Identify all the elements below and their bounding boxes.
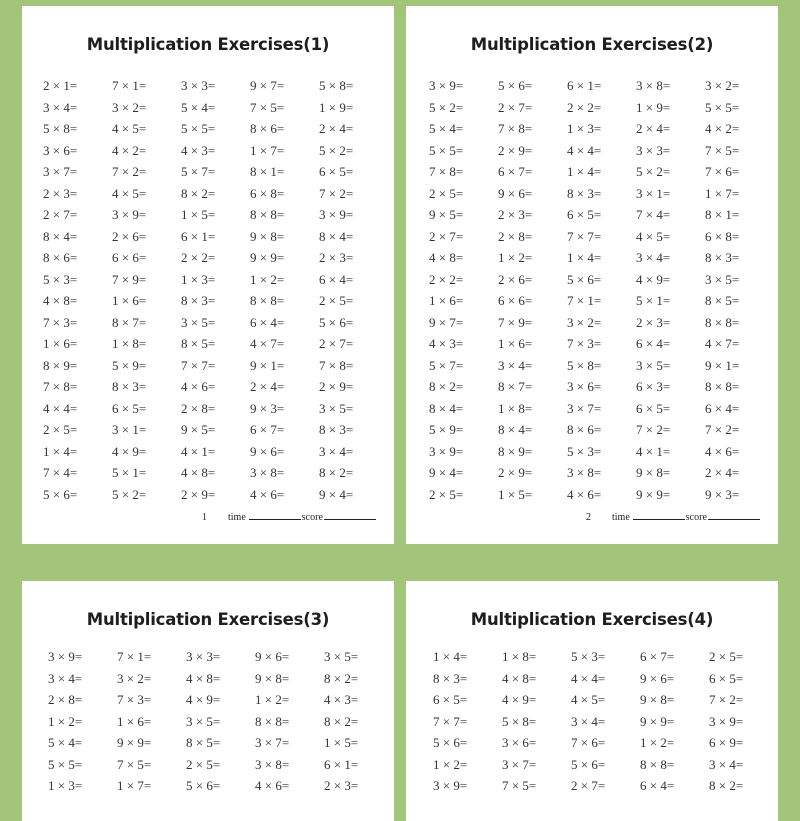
exercise-problem: 9 × 9= [640,713,675,729]
exercise-problem: 2 × 9= [498,142,533,158]
exercise-problem: 5 × 2= [112,486,147,502]
exercise-problem: 3 × 5= [319,400,354,416]
exercise-problem: 8 × 6= [250,121,285,136]
exercise-problem: 8 × 1= [250,164,285,179]
exercise-problem: 6 × 4= [319,271,354,287]
exercise-problem: 1 × 6= [117,713,152,729]
score-label: score [301,512,323,523]
worksheet-title: Multiplication Exercises(3) [86,610,330,629]
exercise-problem: 6 × 7= [498,164,533,179]
exercise-problem: 7 × 8= [429,164,464,179]
exercise-problem: 3 × 9= [709,713,744,729]
exercise-problem: 8 × 3= [433,670,468,686]
time-blank [249,509,301,520]
exercise-problem: 2 × 9= [181,486,216,502]
exercise-problem: 5 × 6= [498,78,533,93]
exercise-problem: 7 × 2= [636,422,671,437]
exercise-problem: 9 × 6= [498,185,533,201]
exercise-problem: 6 × 5= [319,164,354,179]
exercise-problem: 9 × 3= [250,400,285,416]
exercise-problem: 4 × 6= [255,778,290,793]
exercise-problem: 2 × 6= [498,271,533,287]
exercise-problem: 7 × 5= [502,778,537,793]
exercise-problem: 9 × 6= [250,443,285,459]
worksheet-title: Multiplication Exercises(2) [470,35,714,54]
exercise-problem: 6 × 1= [567,78,602,93]
exercise-problem: 9 × 6= [640,670,675,686]
exercise-problem: 7 × 6= [705,164,740,179]
exercise-problem: 9 × 1= [250,357,285,373]
exercise-problem: 2 × 7= [498,99,533,115]
exercise-problem: 1 × 8= [498,400,533,416]
exercise-problem: 5 × 2= [429,99,464,115]
exercise-problem: 8 × 9= [498,443,533,459]
exercise-problem: 1 × 4= [567,250,602,265]
exercise-problem: 4 × 2= [705,121,740,136]
score-label: score [685,512,707,523]
exercise-problem: 9 × 5= [181,422,216,437]
exercise-problem: 8 × 1= [705,207,740,222]
exercise-problem: 1 × 2= [48,713,83,729]
exercise-problem: 4 × 6= [181,379,216,394]
exercise-problem: 8 × 3= [112,379,147,394]
exercise-problem: 7 × 7= [567,228,602,244]
exercise-problem: 7 × 1= [117,649,152,664]
exercise-problem: 3 × 2= [567,314,602,330]
exercise-problem: 9 × 9= [117,735,152,750]
exercise-problem: 3 × 4= [498,357,533,373]
exercise-problem: 4 × 4= [43,400,78,416]
exercise-problem: 4 × 9= [186,692,221,707]
exercise-problem: 3 × 8= [567,465,602,480]
exercise-problem: 2 × 1= [43,78,78,93]
exercise-problem: 8 × 2= [319,465,354,480]
exercise-problem: 2 × 2= [429,271,464,287]
exercise-problem: 5 × 6= [43,486,78,502]
exercise-problem: 8 × 5= [186,735,221,750]
exercise-problem: 2 × 7= [429,228,464,244]
worksheet-footer [202,509,376,523]
time-blank [633,509,685,520]
exercise-problem: 1 × 6= [498,336,533,351]
exercise-problem: 6 × 1= [324,756,359,772]
exercise-problem: 4 × 5= [636,228,671,244]
worksheet-1 [22,6,394,544]
exercise-problem: 4 × 3= [324,692,359,707]
exercise-problem: 1 × 5= [181,207,216,222]
exercise-problem: 3 × 5= [186,713,221,729]
exercise-problem: 6 × 9= [709,735,744,750]
exercise-problem: 2 × 3= [498,207,533,222]
exercise-problem: 4 × 8= [429,250,464,265]
exercise-problem: 3 × 9= [429,443,464,459]
page-number: 1 [202,512,207,523]
exercise-problem: 8 × 8= [705,379,740,394]
exercise-problem: 7 × 3= [567,336,602,351]
exercise-problem: 2 × 4= [705,465,740,480]
exercise-problem: 1 × 5= [498,486,533,502]
exercise-problem: 8 × 4= [43,228,78,244]
exercise-problem: 2 × 9= [498,465,533,480]
exercise-problem: 2 × 5= [709,649,744,664]
exercise-problem: 8 × 2= [429,379,464,394]
worksheet-2 [406,6,778,544]
exercise-problem: 4 × 6= [567,486,602,502]
exercise-problem: 8 × 6= [43,250,78,265]
exercise-problem: 4 × 9= [112,443,147,459]
exercise-problem: 5 × 9= [429,422,464,437]
exercise-problem: 7 × 5= [250,99,285,115]
exercise-problem: 4 × 9= [502,692,537,707]
exercise-problem: 1 × 4= [433,649,468,664]
exercise-problem: 6 × 5= [112,400,147,416]
exercise-problem: 7 × 7= [433,713,468,729]
exercise-problem: 1 × 9= [636,99,671,115]
exercise-problem: 8 × 8= [250,293,285,308]
exercise-problem: 2 × 7= [571,778,606,793]
exercise-grid [429,75,774,505]
exercise-problem: 1 × 9= [319,99,354,115]
exercise-problem: 1 × 2= [250,271,285,287]
exercise-problem: 3 × 7= [567,400,602,416]
exercise-problem: 5 × 4= [429,121,464,136]
exercise-problem: 2 × 5= [429,486,464,502]
exercise-problem: 1 × 2= [433,756,468,772]
exercise-problem: 8 × 7= [498,379,533,394]
exercise-problem: 6 × 6= [498,293,533,308]
exercise-problem: 7 × 8= [43,379,78,394]
exercise-problem: 8 × 3= [319,422,354,437]
exercise-problem: 6 × 4= [250,314,285,330]
exercise-problem: 8 × 8= [705,314,740,330]
exercise-problem: 7 × 8= [498,121,533,136]
exercise-problem: 3 × 5= [324,649,359,664]
exercise-problem: 1 × 3= [48,778,83,793]
exercise-problem: 5 × 5= [429,142,464,158]
exercise-problem: 4 × 7= [250,336,285,351]
exercise-problem: 3 × 7= [255,735,290,750]
exercise-problem: 7 × 9= [112,271,147,287]
exercise-problem: 9 × 9= [250,250,285,265]
exercise-problem: 7 × 4= [636,207,671,222]
exercise-problem: 9 × 3= [705,486,740,502]
exercise-problem: 6 × 5= [709,670,744,686]
exercise-problem: 4 × 4= [571,670,606,686]
worksheet-title: Multiplication Exercises(1) [86,35,330,54]
exercise-problem: 5 × 8= [502,713,537,729]
exercise-problem: 8 × 8= [250,207,285,222]
exercise-problem: 6 × 3= [636,379,671,394]
exercise-problem: 7 × 1= [567,293,602,308]
exercise-problem: 3 × 6= [502,735,537,750]
exercise-problem: 8 × 2= [181,185,216,201]
exercise-problem: 1 × 2= [498,250,533,265]
exercise-problem: 4 × 5= [112,121,147,136]
exercise-problem: 5 × 6= [319,314,354,330]
exercise-problem: 5 × 1= [636,293,671,308]
exercise-problem: 3 × 5= [705,271,740,287]
exercise-problem: 6 × 7= [640,649,675,664]
exercise-problem: 2 × 5= [429,185,464,201]
exercise-problem: 1 × 5= [324,735,359,750]
exercise-problem: 1 × 3= [181,271,216,287]
exercise-problem: 5 × 2= [636,164,671,179]
exercise-problem: 8 × 8= [640,756,675,772]
exercise-problem: 9 × 7= [250,78,285,93]
exercise-problem: 4 × 9= [636,271,671,287]
exercise-problem: 3 × 4= [709,756,744,772]
exercise-problem: 6 × 4= [705,400,740,416]
exercise-problem: 1 × 7= [705,185,740,201]
exercise-problem: 2 × 8= [498,228,533,244]
exercise-problem: 9 × 8= [255,670,290,686]
exercise-problem: 3 × 9= [319,207,354,222]
exercise-problem: 8 × 2= [709,778,744,793]
exercise-problem: 4 × 8= [186,670,221,686]
worksheet-4 [406,581,778,821]
exercise-problem: 6 × 7= [250,422,285,437]
exercise-problem: 8 × 4= [319,228,354,244]
exercise-problem: 3 × 1= [112,422,147,437]
exercise-problem: 2 × 7= [43,207,78,222]
exercise-problem: 1 × 7= [117,778,152,793]
exercise-problem: 3 × 9= [433,778,468,793]
exercise-problem: 4 × 2= [112,142,147,158]
exercise-problem: 4 × 3= [181,142,216,158]
exercise-problem: 6 × 6= [112,250,147,265]
exercise-problem: 4 × 1= [636,443,671,459]
exercise-problem: 3 × 4= [319,443,354,459]
exercise-problem: 2 × 6= [112,228,147,244]
exercise-problem: 4 × 7= [705,336,740,351]
exercise-problem: 3 × 4= [43,99,78,115]
exercise-problem: 8 × 4= [498,422,533,437]
exercise-problem: 7 × 2= [112,164,147,179]
exercise-problem: 8 × 6= [567,422,602,437]
exercise-problem: 3 × 8= [255,756,290,772]
exercise-problem: 5 × 8= [567,357,602,373]
exercise-problem: 9 × 4= [319,486,354,502]
exercise-problem: 2 × 2= [181,250,216,265]
exercise-problem: 4 × 8= [502,670,537,686]
exercise-problem: 5 × 2= [319,142,354,158]
exercise-problem: 2 × 3= [43,185,78,201]
exercise-problem: 6 × 8= [250,185,285,201]
exercise-problem: 1 × 6= [429,293,464,308]
exercise-problem: 9 × 7= [429,314,464,330]
exercise-problem: 5 × 5= [181,121,216,136]
exercise-problem: 8 × 3= [181,293,216,308]
exercise-problem: 7 × 3= [117,692,152,707]
exercise-problem: 7 × 5= [117,756,152,772]
exercise-problem: 2 × 8= [181,400,216,416]
exercise-problem: 1 × 2= [255,692,290,707]
exercise-problem: 6 × 5= [636,400,671,416]
score-blank [324,509,376,520]
exercise-problem: 8 × 2= [324,670,359,686]
exercise-problem: 5 × 4= [181,99,216,115]
exercise-problem: 3 × 2= [705,78,740,93]
exercise-problem: 3 × 4= [48,670,83,686]
exercise-problem: 2 × 4= [250,379,285,394]
exercise-problem: 7 × 2= [709,692,744,707]
exercise-problem: 3 × 8= [250,465,285,480]
exercise-problem: 8 × 3= [705,250,740,265]
exercise-problem: 7 × 6= [571,735,606,750]
exercise-grid [48,646,393,797]
exercise-problem: 8 × 5= [705,293,740,308]
exercise-problem: 3 × 9= [429,78,464,93]
exercise-problem: 5 × 6= [567,271,602,287]
exercise-problem: 3 × 2= [117,670,152,686]
time-label: time [228,512,246,523]
exercise-problem: 4 × 3= [429,336,464,351]
exercise-problem: 4 × 6= [705,443,740,459]
exercise-problem: 4 × 4= [567,142,602,158]
exercise-problem: 6 × 5= [567,207,602,222]
exercise-problem: 7 × 8= [319,357,354,373]
exercise-problem: 8 × 4= [429,400,464,416]
exercise-problem: 4 × 6= [250,486,285,502]
exercise-problem: 3 × 5= [181,314,216,330]
exercise-problem: 1 × 2= [640,735,675,750]
exercise-problem: 1 × 7= [250,142,285,158]
exercise-problem: 3 × 3= [181,78,216,93]
exercise-problem: 5 × 8= [319,78,354,93]
exercise-problem: 3 × 7= [502,756,537,772]
exercise-problem: 4 × 8= [181,465,216,480]
exercise-problem: 8 × 8= [255,713,290,729]
exercise-problem: 5 × 3= [43,271,78,287]
exercise-problem: 5 × 7= [181,164,216,179]
exercise-grid [43,75,388,505]
exercise-problem: 3 × 7= [43,164,78,179]
exercise-problem: 9 × 1= [705,357,740,373]
worksheet-footer [586,509,760,523]
exercise-problem: 5 × 6= [186,778,221,793]
exercise-problem: 4 × 5= [112,185,147,201]
exercise-problem: 5 × 9= [112,357,147,373]
exercise-problem: 3 × 6= [567,379,602,394]
exercise-problem: 5 × 5= [705,99,740,115]
exercise-problem: 3 × 8= [636,78,671,93]
exercise-problem: 2 × 5= [319,293,354,308]
exercise-problem: 7 × 2= [319,185,354,201]
exercise-problem: 2 × 8= [48,692,83,707]
exercise-problem: 6 × 1= [181,228,216,244]
exercise-problem: 9 × 8= [250,228,285,244]
exercise-problem: 9 × 6= [255,649,290,664]
exercise-problem: 1 × 4= [567,164,602,179]
exercise-problem: 3 × 5= [636,357,671,373]
exercise-problem: 4 × 8= [43,293,78,308]
exercise-problem: 8 × 5= [181,336,216,351]
exercise-problem: 8 × 2= [324,713,359,729]
exercise-problem: 2 × 7= [319,336,354,351]
exercise-problem: 5 × 6= [571,756,606,772]
exercise-problem: 8 × 9= [43,357,78,373]
exercise-problem: 2 × 3= [319,250,354,265]
exercise-problem: 2 × 9= [319,379,354,394]
exercise-problem: 2 × 5= [186,756,221,772]
exercise-problem: 6 × 5= [433,692,468,707]
exercise-problem: 3 × 9= [48,649,83,664]
exercise-problem: 2 × 4= [319,121,354,136]
exercise-problem: 2 × 5= [43,422,78,437]
exercise-problem: 3 × 2= [112,99,147,115]
exercise-grid [433,646,778,797]
exercise-problem: 2 × 3= [324,778,359,793]
exercise-problem: 9 × 8= [636,465,671,480]
exercise-problem: 1 × 4= [43,443,78,459]
exercise-problem: 3 × 3= [186,649,221,664]
exercise-problem: 9 × 9= [636,486,671,502]
exercise-problem: 7 × 3= [43,314,78,330]
exercise-problem: 5 × 7= [429,357,464,373]
exercise-problem: 5 × 3= [567,443,602,459]
exercise-problem: 8 × 7= [112,314,147,330]
exercise-problem: 7 × 5= [705,142,740,158]
exercise-problem: 1 × 8= [112,336,147,351]
exercise-problem: 7 × 7= [181,357,216,373]
exercise-problem: 3 × 6= [43,142,78,158]
exercise-problem: 8 × 3= [567,185,602,201]
exercise-problem: 9 × 8= [640,692,675,707]
exercise-problem: 2 × 4= [636,121,671,136]
exercise-problem: 5 × 4= [48,735,83,750]
exercise-problem: 1 × 6= [43,336,78,351]
exercise-problem: 3 × 4= [571,713,606,729]
exercise-problem: 7 × 1= [112,78,147,93]
exercise-problem: 2 × 3= [636,314,671,330]
time-label: time [612,512,630,523]
exercise-problem: 3 × 1= [636,185,671,201]
exercise-problem: 5 × 8= [43,121,78,136]
exercise-problem: 6 × 8= [705,228,740,244]
exercise-problem: 7 × 2= [705,422,740,437]
exercise-problem: 3 × 3= [636,142,671,158]
worksheet-title: Multiplication Exercises(4) [470,610,714,629]
exercise-problem: 7 × 9= [498,314,533,330]
exercise-problem: 5 × 5= [48,756,83,772]
exercise-problem: 9 × 5= [429,207,464,222]
exercise-problem: 2 × 2= [567,99,602,115]
score-blank [708,509,760,520]
exercise-problem: 4 × 5= [571,692,606,707]
exercise-problem: 1 × 6= [112,293,147,308]
exercise-problem: 6 × 4= [636,336,671,351]
exercise-problem: 1 × 3= [567,121,602,136]
exercise-problem: 5 × 1= [112,465,147,480]
exercise-problem: 4 × 1= [181,443,216,459]
exercise-problem: 5 × 3= [571,649,606,664]
exercise-problem: 7 × 4= [43,465,78,480]
worksheet-3 [22,581,394,821]
exercise-problem: 9 × 4= [429,465,464,480]
exercise-problem: 6 × 4= [640,778,675,793]
page-number: 2 [586,512,591,523]
exercise-problem: 1 × 8= [502,649,537,664]
exercise-problem: 5 × 6= [433,735,468,750]
exercise-problem: 3 × 4= [636,250,671,265]
exercise-problem: 3 × 9= [112,207,147,222]
